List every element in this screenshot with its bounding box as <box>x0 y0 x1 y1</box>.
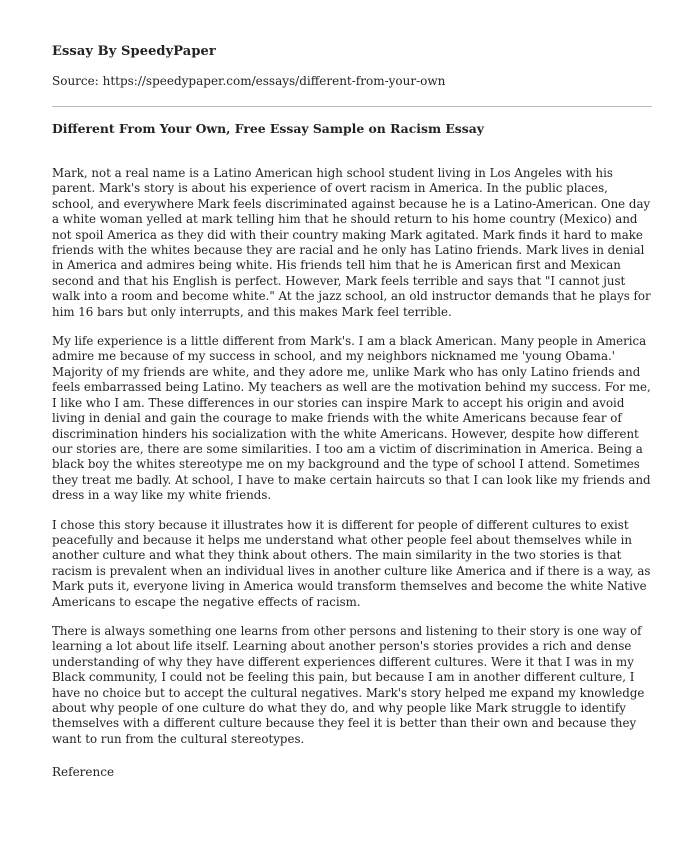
essay-title: Different From Your Own, Free Essay Sample on Racism Essay <box>52 121 484 136</box>
essay-paragraph: Mark, not a real name is a Latino American high school student living in Los Angeles with his parent. Mark's story is about his experience of overt racism in America. In the public places, school, and everywhere Mark feels discriminated against because he is a Latino-American. One day a white woman yelled at mark telling him that he should return to his home country (Mexico) and not spoil America as they did with their country making Mark agitated. Mark finds it hard to make friends with the whites because they are racial and he only has Latino friends. Mark lives in denial in America and admires being white. His friends tell him that he is American first and Mexican second and that his English is perfect. However, Mark feels terrible and says that "I cannot just walk into a room and become white." At the jazz school, an old instructor demands that he plays for him 16 bars but only interrupts, and this makes Mark feel terrible. <box>52 166 651 319</box>
essay-body <box>52 166 652 761</box>
reference-heading: Reference <box>52 765 115 779</box>
essay-by-heading: Essay By SpeedyPaper <box>52 44 216 59</box>
essay-paragraph: My life experience is a little different from Mark's. I am a black American. Many people in America admire me because of my success in school, and my neighbors nicknamed me 'young Obama.' Majority of my friends are white, and they adore me, unlike Mark who has only Latino friends and feels embarrassed being Latino. My teachers as well are the motivation behind my success. For me, I like who I am. These differences in our stories can inspire Mark to accept his origin and avoid living in denial and gain the courage to make friends with the white Americans because fear of discrimination hinders his socialization with the white Americans. However, despite how different our stories are, there are some similarities. I too am a victim of discrimination in America. Being a black boy the whites stereotype me on my background and the type of school I attend. Sometimes they treat me badly. At school, I have to make certain haircuts so that I can look like my friends and dress in a way like my white friends. <box>52 334 651 503</box>
essay-paragraph: There is always something one learns from other persons and listening to their story is one way of learning a lot about life itself. Learning about another person's stories provides a rich and dense understanding of why they have different experiences different cultures. Were it that I was in my Black community, I could not be feeling this pain, but because I am in another different culture, I have no choice but to accept the cultural negatives. Mark's story helped me expand my knowledge about why people of one culture do what they do, and why people like Mark struggle to identify themselves with a different culture because they feel it is better than their own and because they want to run from the cultural stereotypes. <box>52 623 645 746</box>
source-line: Source: https://speedypaper.com/essays/different-from-your-own <box>52 74 446 88</box>
essay-paragraph: I chose this story because it illustrates how it is different for people of different cultures to exist peacefully and because it helps me understand what other people feel about themselves while in another culture and what they think about others. The main similarity in the two stories is that racism is prevalent when an individual lives in another culture like America and if there is a way, as Mark puts it, everyone living in America would transform themselves and become the white Native Americans to escape the negative effects of racism. <box>52 517 651 609</box>
header-divider <box>52 106 652 107</box>
